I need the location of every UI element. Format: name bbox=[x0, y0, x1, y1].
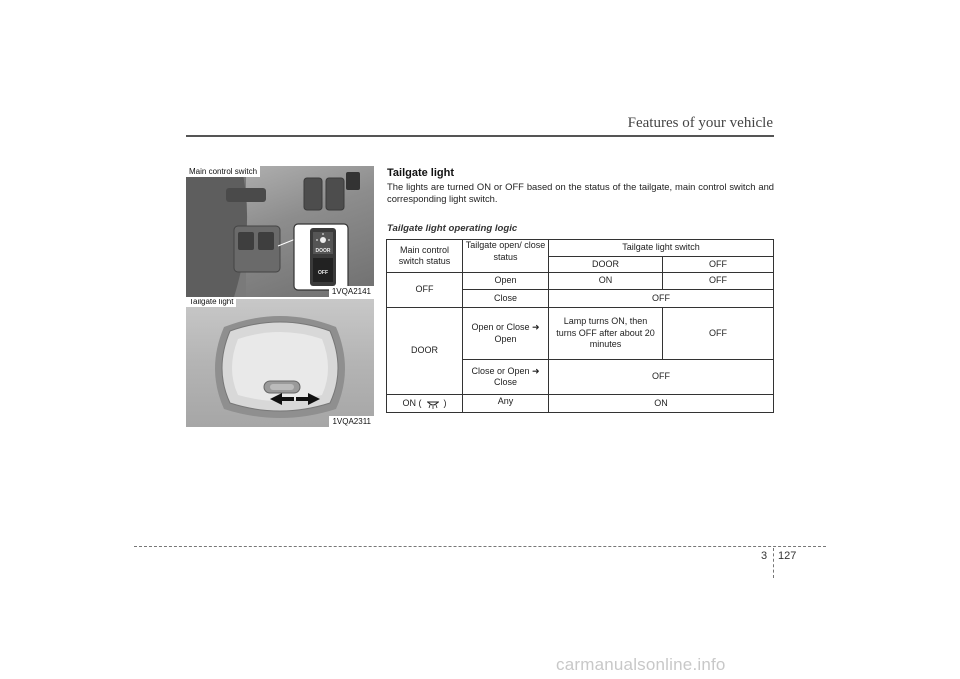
header-door: DOOR bbox=[592, 258, 619, 269]
row-off-open-off: OFF bbox=[709, 275, 727, 286]
row-on-any: Any bbox=[497, 395, 514, 406]
row-on-main-suffix: ) bbox=[443, 397, 447, 408]
row-off-main: OFF bbox=[415, 284, 434, 295]
row-door-open: Open or Close ➜ Open bbox=[471, 322, 540, 344]
dashboard-illustration bbox=[186, 166, 374, 297]
row-door-close: Close or Open ➜ Close bbox=[471, 365, 540, 387]
row-off-close-all: OFF bbox=[652, 292, 670, 303]
figure-label-tailgate-light: Tailgate light bbox=[186, 299, 236, 307]
footer-rule bbox=[134, 546, 826, 547]
switch-off-label: OFF bbox=[318, 270, 328, 276]
figure-code-1: 1VQA2141 bbox=[329, 286, 374, 297]
tailgate-lamp-icon bbox=[424, 399, 442, 409]
switch-door-label: DOOR bbox=[315, 248, 331, 254]
tailgate-light-illustration bbox=[186, 299, 374, 427]
row-door-close-all: OFF bbox=[652, 371, 670, 382]
running-header: Features of your vehicle bbox=[627, 115, 773, 131]
row-off-close: Close bbox=[493, 292, 517, 303]
row-door-open-door: Lamp turns ON, then turns OFF after about 20 minutes bbox=[556, 316, 655, 350]
row-off-open-door: ON bbox=[598, 275, 613, 286]
section-body: The lights are turned ON or OFF based on the status of the tailgate, main control switch and corresponding light switch. bbox=[387, 181, 774, 204]
row-on-main-prefix: ON ( bbox=[402, 397, 422, 408]
figure-main-control-switch bbox=[186, 166, 374, 297]
row-off-open: Open bbox=[494, 275, 517, 286]
section-heading: Tailgate light bbox=[387, 167, 455, 179]
watermark: carmanualsonline.info bbox=[556, 655, 726, 674]
figure-label-main-switch: Main control switch bbox=[186, 166, 260, 177]
operating-logic-table bbox=[386, 239, 774, 413]
header-light-switch: Tailgate light switch bbox=[622, 242, 700, 253]
row-door-main: DOOR bbox=[411, 345, 438, 356]
row-door-open-off: OFF bbox=[709, 327, 727, 338]
section-number: 3 bbox=[761, 550, 768, 562]
header-open-close-status: Tailgate open/ close status bbox=[465, 240, 546, 262]
header-rule bbox=[186, 135, 774, 137]
header-off: OFF bbox=[709, 258, 727, 269]
figure-tailgate-light bbox=[186, 299, 374, 427]
table-caption: Tailgate light operating logic bbox=[387, 223, 518, 234]
page-number: 127 bbox=[778, 550, 797, 562]
row-on-all: ON bbox=[654, 397, 668, 408]
header-main-control-status: Main control switch status bbox=[398, 244, 451, 266]
row-on-main bbox=[387, 395, 462, 412]
figure-code-2: 1VQA2311 bbox=[329, 416, 374, 427]
footer-divider bbox=[773, 548, 774, 578]
